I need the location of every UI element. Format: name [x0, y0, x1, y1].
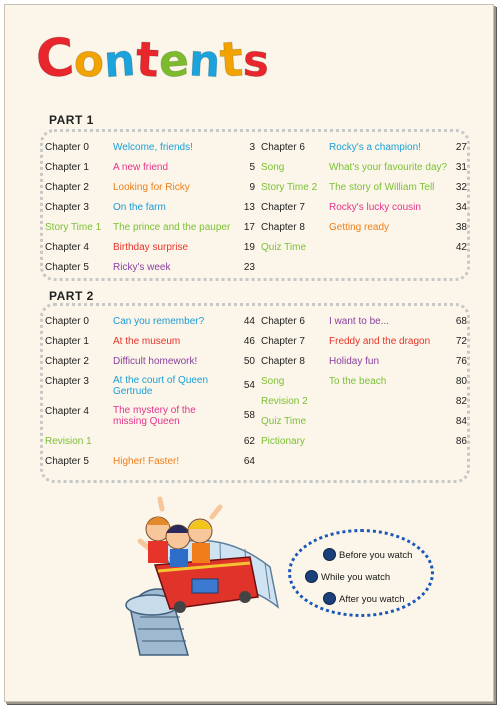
- contents-entry: [261, 355, 467, 371]
- contents-entry: [261, 141, 467, 157]
- contents-entry: [45, 241, 255, 257]
- entry-page-number: 46: [243, 336, 255, 347]
- entry-title: The story of William Tell: [329, 182, 435, 193]
- entry-label: Revision 1: [45, 436, 92, 447]
- entry-label: Chapter 6: [261, 316, 305, 327]
- contents-entry: [45, 435, 255, 451]
- entry-title: Rocky's lucky cousin: [329, 202, 421, 213]
- title-letter: s: [241, 35, 271, 88]
- entry-page-number: 3: [249, 142, 255, 153]
- entry-title: Ricky's week: [113, 262, 171, 273]
- entry-label: Chapter 0: [45, 142, 89, 153]
- title-letter: t: [134, 31, 161, 89]
- entry-label: Chapter 7: [261, 336, 305, 347]
- entry-title: A new friend: [113, 162, 169, 173]
- entry-title: Holiday fun: [329, 356, 380, 367]
- entry-label: Quiz Time: [261, 416, 307, 427]
- entry-title: Higher! Faster!: [113, 456, 180, 467]
- entry-label: Chapter 2: [45, 356, 89, 367]
- entry-page-number: 27: [455, 142, 467, 153]
- entry-page-number: 76: [455, 356, 467, 367]
- entry-title: The mystery of the missing Queen: [113, 405, 196, 427]
- contents-entry: [261, 315, 467, 331]
- entry-title: Birthday surprise: [113, 242, 189, 253]
- video-before-icon: [323, 548, 336, 561]
- title-letter: t: [217, 31, 245, 89]
- entry-title: At the court of Queen Gertrude: [113, 375, 209, 397]
- entry-label: Chapter 3: [45, 376, 89, 387]
- entry-page-number: 34: [455, 202, 467, 213]
- entry-title: Can you remember?: [113, 316, 205, 327]
- contents-entry: [261, 181, 467, 197]
- entry-page-number: 44: [243, 316, 255, 327]
- contents-entry: [45, 375, 255, 397]
- entry-label: Story Time 1: [45, 222, 102, 233]
- entry-title: What's your favourite day?: [329, 162, 448, 173]
- contents-entry: [261, 415, 467, 431]
- entry-page-number: 17: [243, 222, 255, 233]
- part-2-contents-box: [40, 303, 470, 483]
- contents-entry: [45, 221, 255, 237]
- video-after-icon: [323, 592, 336, 605]
- entry-title: On the farm: [113, 202, 166, 213]
- contents-entry: [261, 395, 467, 411]
- contents-entry: [261, 375, 467, 391]
- entry-label: Chapter 1: [45, 336, 89, 347]
- legend-label: While you watch: [321, 572, 391, 583]
- entry-page-number: 72: [455, 336, 467, 347]
- entry-page-number: 62: [243, 436, 255, 447]
- entry-label: Revision 2: [261, 396, 308, 407]
- entry-title: At the museum: [113, 336, 181, 347]
- entry-label: Chapter 8: [261, 356, 305, 367]
- entry-page-number: 50: [243, 356, 255, 367]
- page-title: [33, 27, 271, 93]
- entry-page-number: 54: [243, 380, 255, 391]
- entry-title: The prince and the pauper: [113, 222, 231, 233]
- entry-title: Looking for Ricky: [113, 182, 190, 193]
- contents-entry: [261, 335, 467, 351]
- contents-entry: [45, 261, 255, 277]
- entry-page-number: 82: [455, 396, 467, 407]
- entry-page-number: 58: [243, 410, 255, 421]
- entry-title: Difficult homework!: [113, 356, 198, 367]
- legend-label: After you watch: [339, 594, 405, 605]
- entry-page-number: 64: [243, 456, 255, 467]
- contents-entry: [261, 161, 467, 177]
- entry-label: Song: [261, 376, 285, 387]
- video-while-icon: [305, 570, 318, 583]
- contents-entry: [45, 201, 255, 217]
- part-2-label: PART 2: [49, 289, 94, 303]
- rollercoaster-illustration: [100, 487, 290, 659]
- legend-item-before: [339, 550, 412, 561]
- contents-entry: [261, 221, 467, 237]
- video-legend: [288, 529, 434, 617]
- entry-label: Quiz Time: [261, 242, 307, 253]
- title-letter: o: [72, 35, 106, 88]
- legend-item-while: [321, 572, 390, 583]
- part-1-label: PART 1: [49, 113, 94, 127]
- contents-entry: [45, 161, 255, 177]
- entry-title: Getting ready: [329, 222, 390, 233]
- title-letter: C: [33, 27, 77, 91]
- entry-title: Welcome, friends!: [113, 142, 193, 153]
- entry-page-number: 68: [455, 316, 467, 327]
- legend-label: Before you watch: [339, 550, 413, 561]
- entry-label: Chapter 2: [45, 182, 89, 193]
- contents-entry: [45, 315, 255, 331]
- title-letter: n: [102, 34, 138, 89]
- entry-label: Chapter 3: [45, 202, 89, 213]
- contents-entry: [45, 355, 255, 371]
- entry-page-number: 19: [243, 242, 255, 253]
- entry-label: Chapter 5: [45, 456, 89, 467]
- entry-title: Freddy and the dragon: [329, 336, 431, 347]
- contents-entry: [45, 335, 255, 351]
- entry-label: Chapter 8: [261, 222, 305, 233]
- entry-page-number: 42: [455, 242, 467, 253]
- entry-label: Story Time 2: [261, 182, 318, 193]
- entry-label: Chapter 5: [45, 262, 89, 273]
- entry-label: Chapter 7: [261, 202, 305, 213]
- contents-entry: [261, 201, 467, 217]
- entry-title: To the beach: [329, 376, 387, 387]
- legend-item-after: [339, 594, 404, 605]
- entry-page-number: 84: [455, 416, 467, 427]
- entry-label: Pictionary: [261, 436, 305, 447]
- entry-title: Rocky's a champion!: [329, 142, 421, 153]
- entry-page-number: 9: [249, 182, 255, 193]
- entry-label: Chapter 0: [45, 316, 89, 327]
- contents-entry: [261, 435, 467, 451]
- contents-entry: [45, 405, 255, 427]
- entry-page-number: 23: [243, 262, 255, 273]
- entry-label: Chapter 4: [45, 242, 89, 253]
- title-letter: n: [187, 35, 222, 88]
- entry-label: Chapter 6: [261, 142, 305, 153]
- entry-title: I want to be...: [329, 316, 390, 327]
- entry-label: Chapter 4: [45, 406, 89, 417]
- entry-page-number: 80: [455, 376, 467, 387]
- contents-entry: [45, 455, 255, 471]
- contents-entry: [261, 241, 467, 257]
- entry-page-number: 31: [455, 162, 467, 173]
- part-1-contents-box: [40, 129, 470, 281]
- entry-page-number: 86: [455, 436, 467, 447]
- entry-page-number: 13: [243, 202, 255, 213]
- entry-label: Chapter 1: [45, 162, 89, 173]
- title-letter: e: [156, 35, 191, 88]
- contents-entry: [45, 141, 255, 157]
- entry-page-number: 5: [249, 162, 255, 173]
- entry-label: Song: [261, 162, 285, 173]
- contents-page: [4, 4, 494, 702]
- entry-page-number: 38: [455, 222, 467, 233]
- contents-entry: [45, 181, 255, 197]
- entry-page-number: 32: [455, 182, 467, 193]
